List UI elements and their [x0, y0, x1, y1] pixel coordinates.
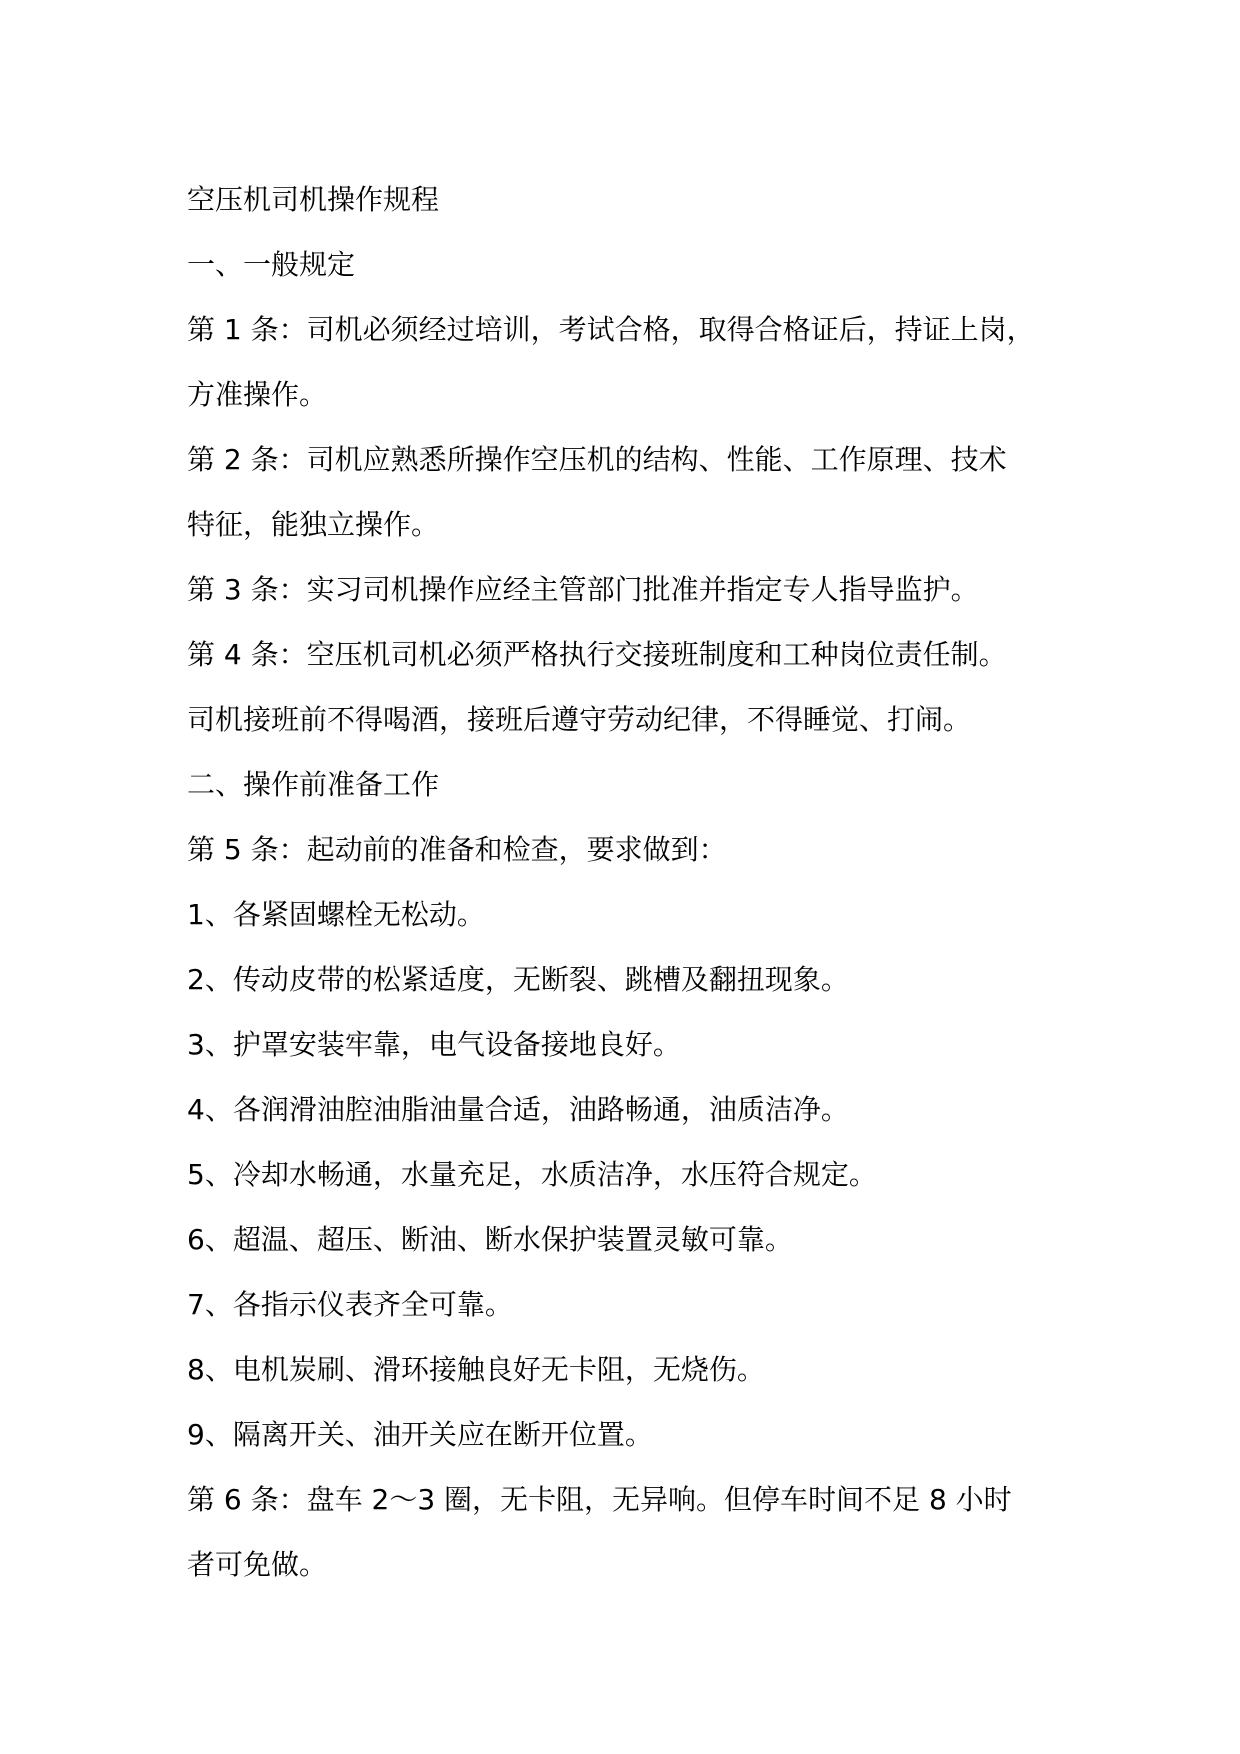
paragraph-line: 第 4 条：空压机司机必须严格执行交接班制度和工种岗位责任制。 — [187, 638, 1007, 671]
section-heading-preparation: 二、操作前准备工作 — [187, 768, 440, 801]
paragraph-line: 第 1 条：司机必须经过培训，考试合格，取得合格证后，持证上岗， — [187, 313, 1035, 346]
paragraph-line: 方准操作。 — [187, 378, 328, 411]
list-item: 2、传动皮带的松紧适度，无断裂、跳槽及翻扭现象。 — [187, 963, 849, 996]
document-title: 空压机司机操作规程 — [187, 183, 440, 216]
paragraph-line: 第 2 条：司机应熟悉所操作空压机的结构、性能、工作原理、技术 — [187, 443, 1007, 476]
paragraph-line: 者可免做。 — [187, 1548, 328, 1581]
list-item: 6、超温、超压、断油、断水保护装置灵敏可靠。 — [187, 1223, 793, 1256]
list-item: 4、各润滑油腔油脂油量合适，油路畅通，油质洁净。 — [187, 1093, 849, 1126]
paragraph-line: 司机接班前不得喝酒，接班后遵守劳动纪律，不得睡觉、打闹。 — [187, 703, 972, 736]
document-body — [187, 167, 1087, 1597]
paragraph-line: 第 5 条：起动前的准备和检查，要求做到： — [187, 833, 727, 866]
list-item: 7、各指示仪表齐全可靠。 — [187, 1288, 513, 1321]
list-item: 1、各紧固螺栓无松动。 — [187, 898, 485, 931]
list-item: 5、冷却水畅通，水量充足，水质洁净，水压符合规定。 — [187, 1158, 877, 1191]
paragraph-line: 第 6 条：盘车 2～3 圈，无卡阻，无异响。但停车时间不足 8 小时 — [187, 1483, 1012, 1516]
paragraph-line: 第 3 条：实习司机操作应经主管部门批准并指定专人指导监护。 — [187, 573, 979, 606]
paragraph-line: 特征，能独立操作。 — [187, 508, 440, 541]
list-item: 8、电机炭刷、滑环接触良好无卡阻，无烧伤。 — [187, 1353, 765, 1386]
list-item: 3、护罩安装牢靠，电气设备接地良好。 — [187, 1028, 681, 1061]
list-item: 9、隔离开关、油开关应在断开位置。 — [187, 1418, 653, 1451]
section-heading-general: 一、一般规定 — [187, 248, 356, 281]
